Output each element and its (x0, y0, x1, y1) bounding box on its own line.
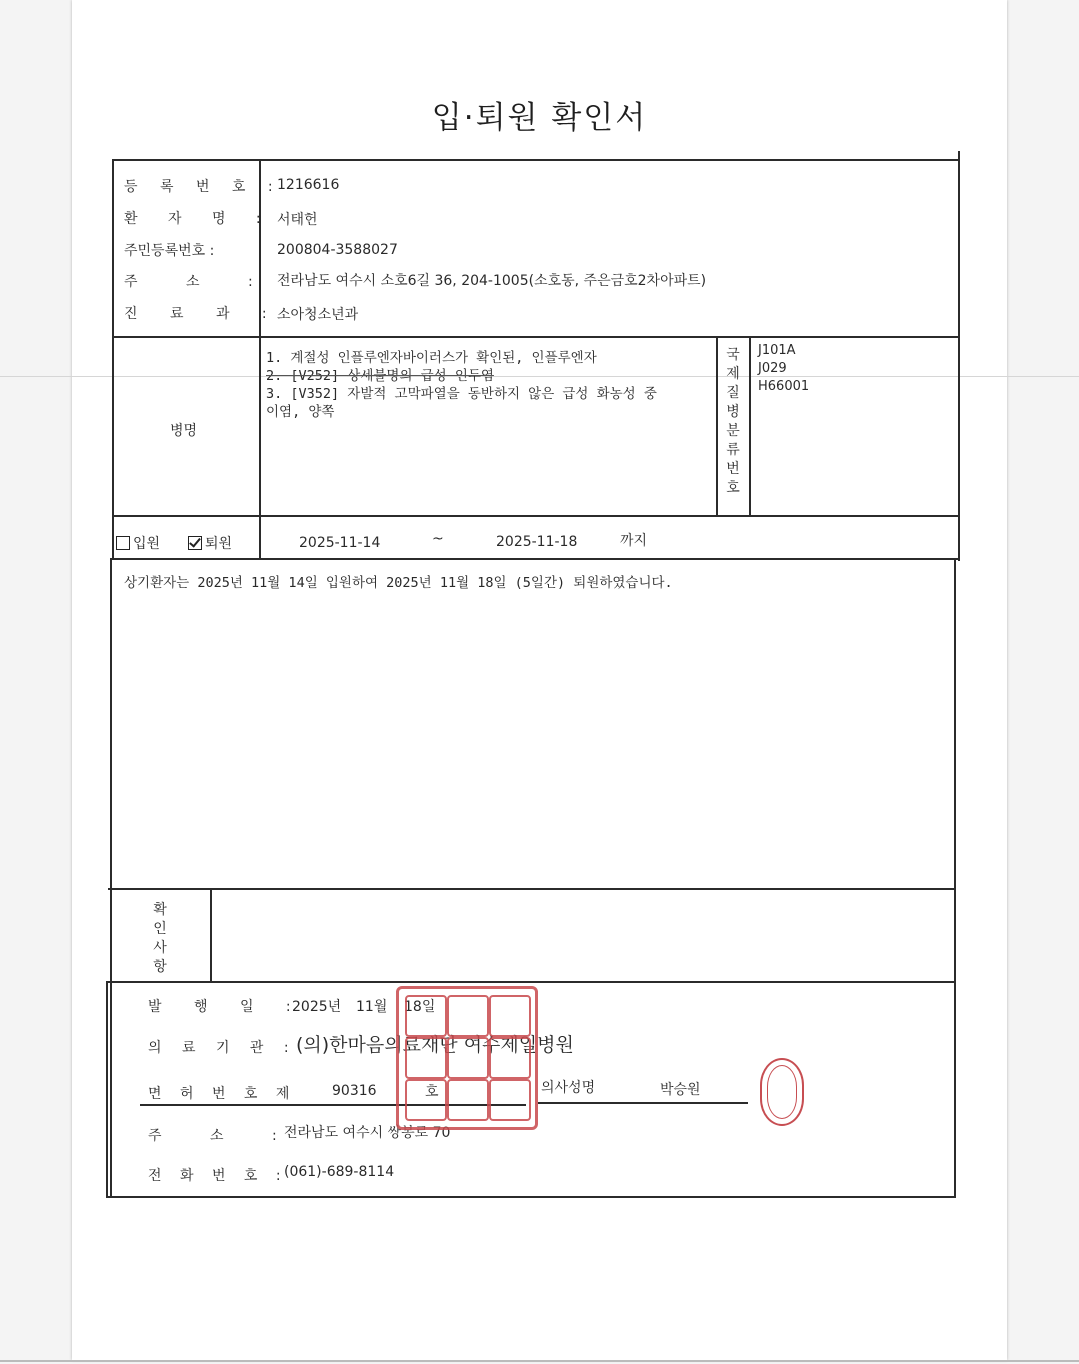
stay-from: 2025-11-14 (299, 535, 381, 551)
hospital-seal-stamp (396, 986, 538, 1130)
doctor-label: 의사성명 (541, 1080, 596, 1096)
discharge-option (188, 533, 232, 553)
rrn-label: 주민등록번호 : (124, 243, 215, 259)
diagnosis-item-3-cont: 이염, 양쪽 (266, 404, 335, 420)
license-suffix: 호 (425, 1084, 439, 1100)
diagnosis-label: 병명 (170, 423, 198, 439)
grid-line (958, 151, 960, 561)
grid-line (749, 336, 751, 516)
patient-name-value: 서태헌 (277, 212, 318, 228)
admit-checkbox (116, 536, 130, 550)
grid-line (716, 336, 718, 516)
issue-day: 18일 (404, 999, 436, 1015)
phone-label: 전 화 번 호 : (148, 1168, 288, 1184)
org-label: 의 료 기 관 : (148, 1040, 297, 1056)
diagnosis-item-2: 2. [V252] 상세불명의 급성 인두염 (266, 368, 494, 384)
confirm-label: 확인사항 (153, 902, 167, 975)
dept-label: 진 료 과 : (124, 306, 281, 322)
address-value: 전라남도 여수시 소호6길 36, 204-1005(소호동, 주은금호2차아파트) (277, 273, 707, 289)
doctor-seal-stamp (760, 1058, 804, 1126)
reg-no-label: 등 록 번 호 : (124, 179, 282, 195)
issue-month: 11월 (356, 999, 388, 1015)
stay-until: 까지 (620, 533, 648, 549)
doctor-underline (538, 1102, 748, 1104)
diagnosis-item-3: 3. [V352] 자발적 고막파열을 동반하지 않은 급성 화농성 중 (266, 386, 657, 402)
admit-label: 입원 (133, 536, 161, 552)
grid-line (112, 515, 958, 517)
dept-value: 소아청소년과 (277, 307, 359, 323)
doctor-name: 박승원 (660, 1082, 701, 1098)
phone-value: (061)-689-8114 (284, 1164, 395, 1180)
issue-year: 2025년 (292, 999, 342, 1015)
reg-no-value: 1216616 (277, 177, 340, 193)
icd-code-1: J101A (758, 343, 796, 358)
icd-code-3: H66001 (758, 379, 810, 394)
grid-line (210, 890, 212, 982)
icd-header: 국제질병분류번호 (726, 347, 740, 496)
grid-line (954, 558, 956, 1198)
stay-tilde: ~ (432, 531, 444, 547)
rrn-value: 200804-3588027 (277, 242, 398, 258)
grid-line (106, 981, 956, 983)
diagnosis-item-1: 1. 계절성 인플루엔자바이러스가 확인된, 인플루엔자 (266, 350, 597, 366)
address-label: 주 소 : (124, 274, 275, 290)
issue-address-label: 주 소 : (148, 1128, 299, 1144)
paper-edge (0, 1360, 1079, 1362)
grid-line (110, 558, 112, 1198)
grid-line (106, 1196, 956, 1198)
patient-name-label: 환 자 명 : (124, 211, 274, 227)
issue-address: 전라남도 여수시 쌍봉로 70 (284, 1125, 451, 1141)
license-label: 면 허 번 호 제 (148, 1086, 297, 1102)
grid-line (112, 336, 958, 338)
grid-line (106, 981, 108, 1198)
grid-line (112, 159, 114, 559)
statement-text: 상기환자는 2025년 11월 14일 입원하여 2025년 11월 18일 (5일간) 퇴원하였습니다. (124, 575, 673, 591)
discharge-label: 퇴원 (205, 536, 233, 552)
document-title: 입·퇴원 확인서 (431, 100, 648, 136)
grid-line (112, 558, 958, 560)
org-name: (의)한마음의료재단 여수제일병원 (296, 1034, 574, 1056)
admit-option (116, 533, 160, 553)
icd-code-2: J029 (758, 361, 787, 376)
issue-date-label: 발 행 일 : (148, 999, 305, 1015)
stay-to: 2025-11-18 (496, 534, 578, 550)
grid-line (108, 888, 956, 890)
license-no: 90316 (332, 1083, 377, 1099)
discharge-checkbox (188, 536, 202, 550)
grid-line (112, 159, 960, 161)
